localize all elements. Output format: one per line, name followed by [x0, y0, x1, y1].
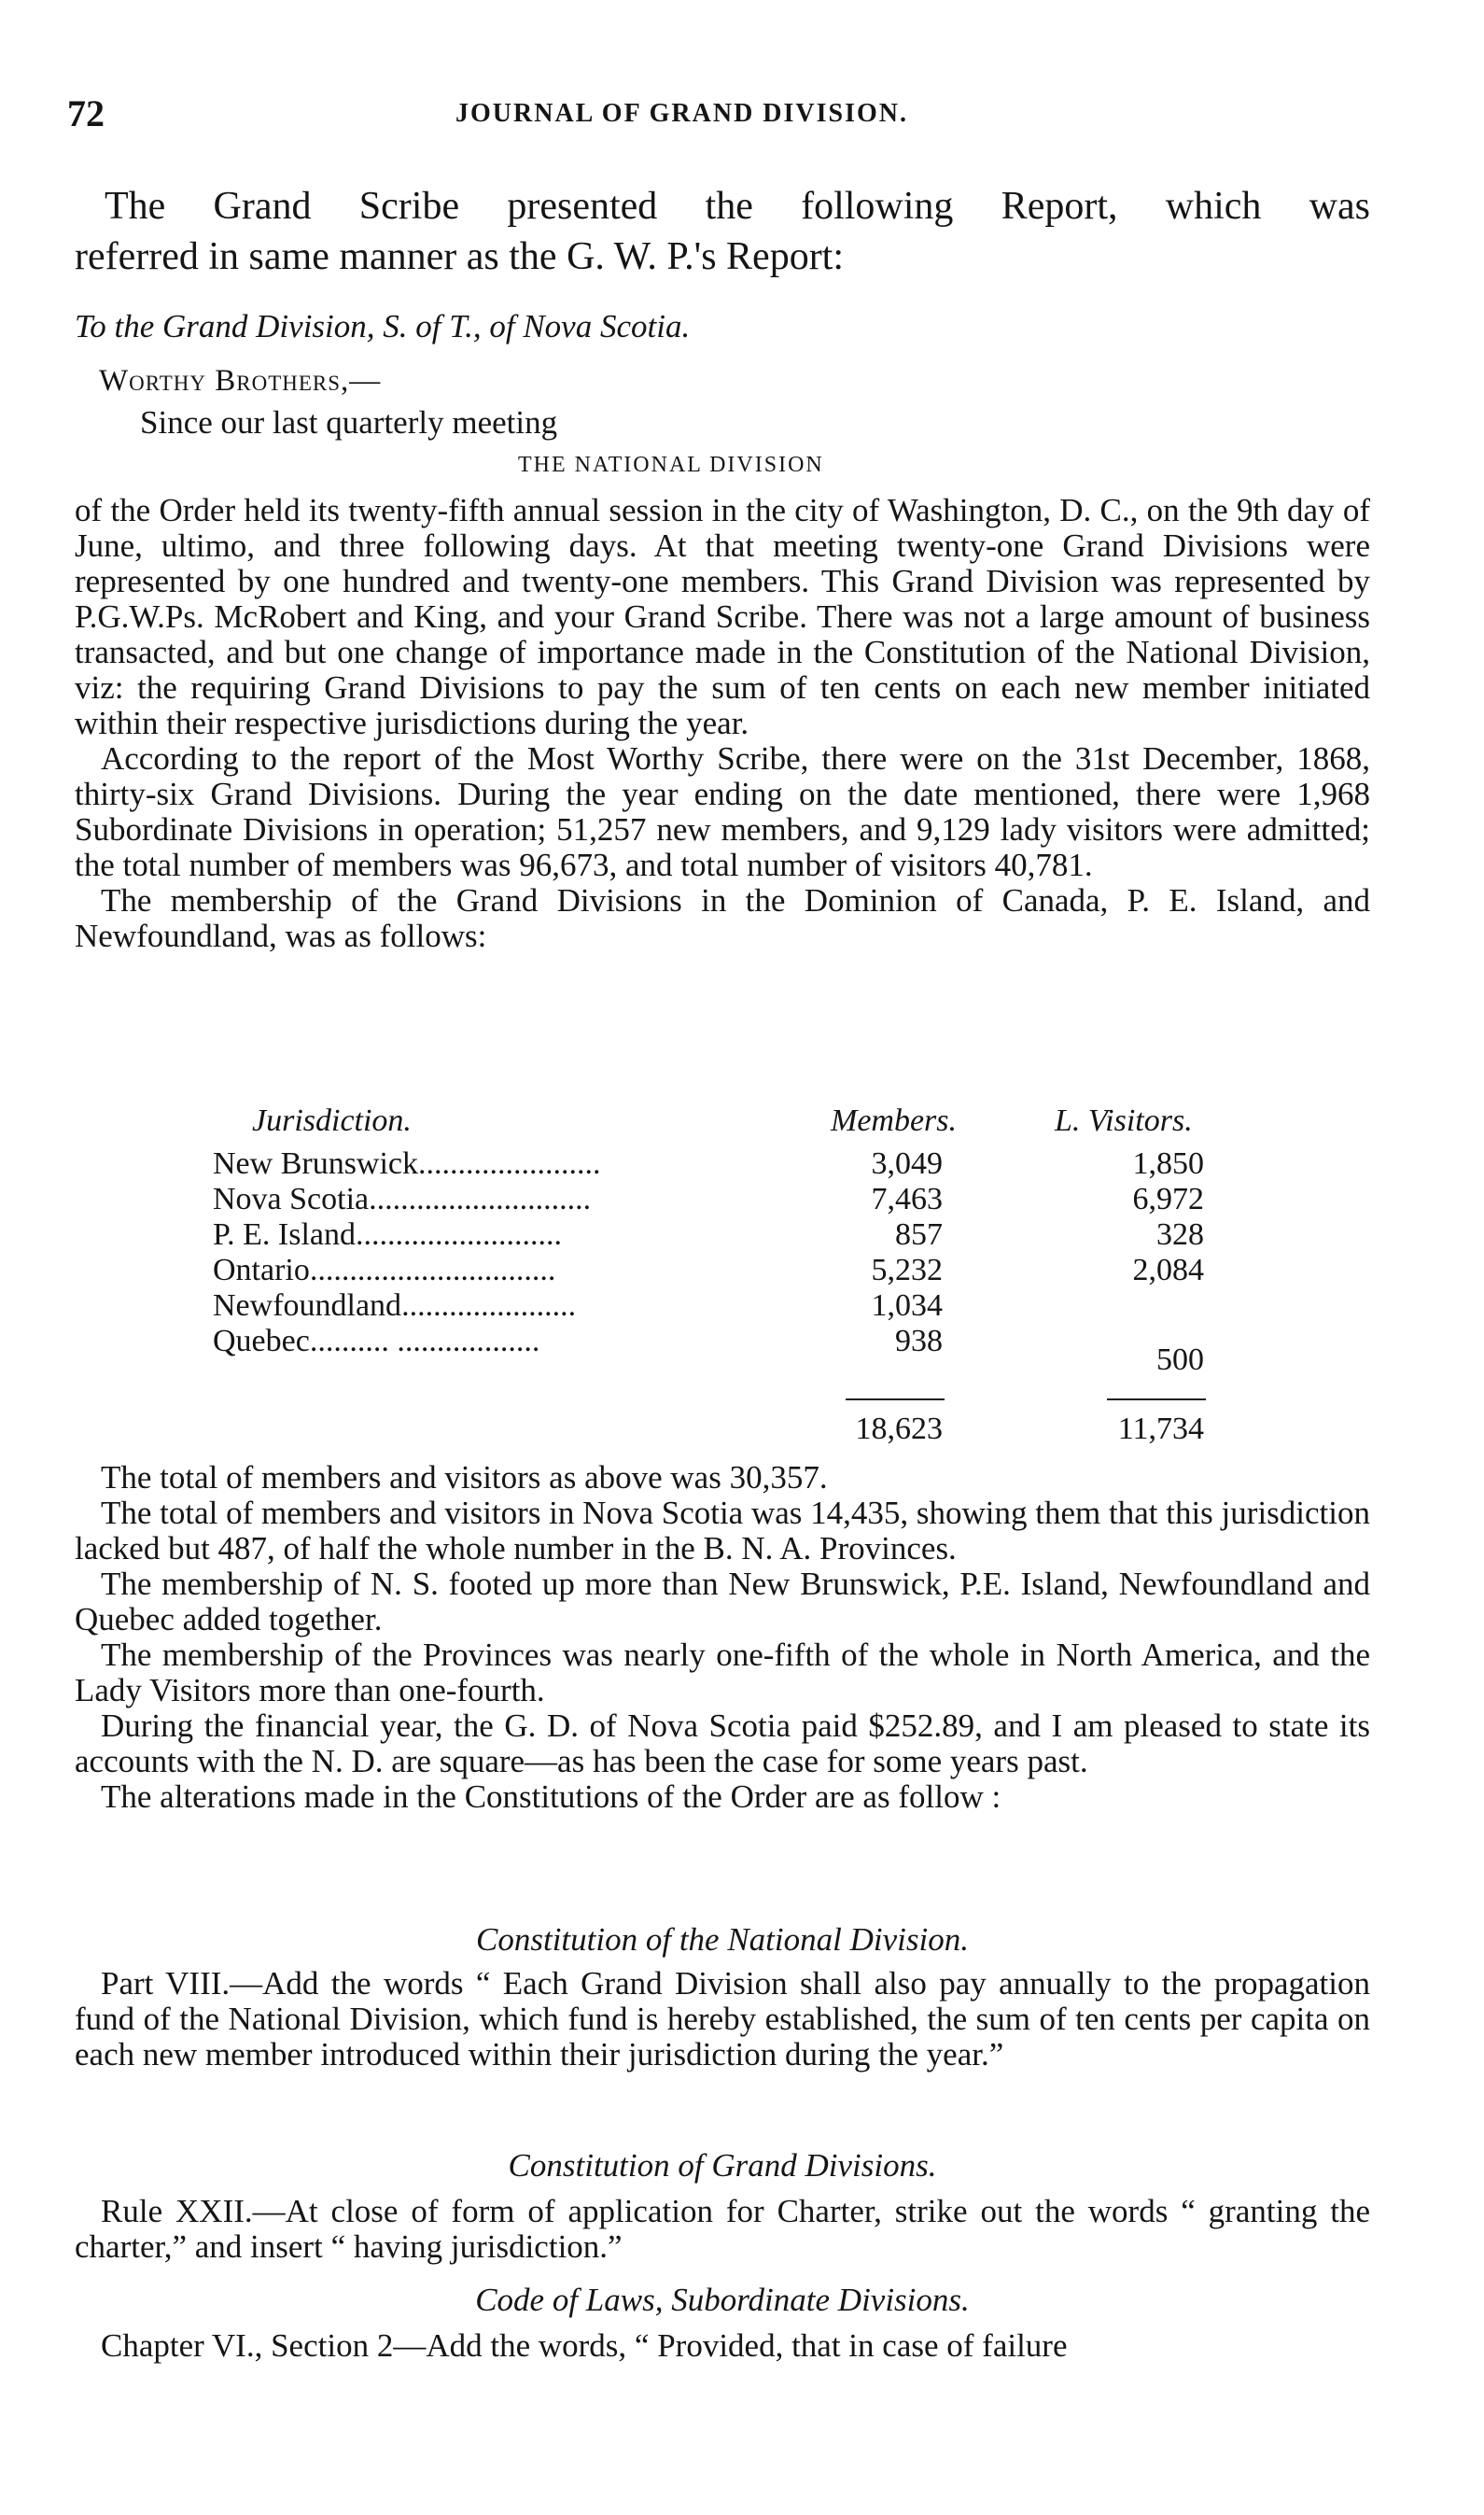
row-members: 857: [895, 1217, 943, 1252]
page-number: 72: [67, 92, 105, 134]
intro-line-1: The Grand Scribe presented the following Report, which was: [105, 185, 1370, 228]
amendment-part-viii-block: [75, 1966, 1370, 2072]
row-visitors: 6,972: [1132, 1182, 1204, 1216]
row-jurisdiction: P. E. Island: [213, 1217, 356, 1252]
paragraph-membership-intro: The membership of the Grand Divisions in the Dominion of Canada, P. E. Island, and Newfoundland, was as follows:: [75, 882, 1370, 954]
paragraph-financial-year: During the financial year, the G. D. of Nova Scotia paid $252.89, and I am pleased to state its accounts with the N. D. are square—as has been the case for some years past.: [75, 1707, 1370, 1779]
amendment-chapter-vi-block: [75, 2328, 1370, 2364]
table-header-members: Members.: [831, 1103, 958, 1138]
row-jurisdiction: Newfoundland: [213, 1288, 402, 1323]
table-header-jurisdiction: Jurisdiction.: [252, 1103, 412, 1138]
row-members: 938: [895, 1324, 943, 1358]
table-row: [213, 1324, 866, 1359]
body-block-2: [75, 1460, 1370, 1815]
subhead-code-of-laws: Code of Laws, Subordinate Divisions.: [475, 2282, 970, 2318]
row-visitors: 500: [1156, 1342, 1204, 1377]
dot-leader: ............................: [369, 1182, 592, 1216]
body-block-1: [75, 493, 1370, 954]
table-row: [213, 1253, 866, 1288]
dot-leader: ..........................: [356, 1217, 562, 1252]
table-row: [213, 1146, 866, 1182]
members-total-rule: [846, 1398, 945, 1400]
paragraph-alterations: The alterations made in the Constitutions of the Order are as follow :: [101, 1778, 1001, 1815]
table-row: [213, 1182, 866, 1217]
table-row: [213, 1217, 866, 1253]
row-members: 7,463: [871, 1182, 943, 1216]
row-members: 1,034: [871, 1288, 943, 1323]
row-jurisdiction: New Brunswick: [213, 1146, 419, 1181]
paragraph-national-division: of the Order held its twenty-fifth annual session in the city of Washington, D. C., on the 9th day of June, ultimo, and three following days. At that meeting twenty-one Grand Divisions were represented by one hundred and twenty-one members. This Grand Division was represented by P.G.W.Ps. McRobert and King, and your Grand Scribe. There was not a large amount of business transacted, and but one change of importance made in the Constitution of the National Division, viz: the requiring Grand Divisions to pay the sum of ten cents on each new member initiated within their respective jurisdictions during the year.: [75, 492, 1370, 741]
subhead-national-constitution: Constitution of the National Division.: [476, 1921, 969, 1958]
section-heading: THE NATIONAL DIVISION: [518, 453, 824, 477]
paragraph-ns-membership: The membership of N. S. footed up more than New Brunswick, P.E. Island, Newfoundland and Quebec added together.: [75, 1566, 1370, 1637]
amendment-chapter-vi: Chapter VI., Section 2—Add the words, “ Provided, that in case of failure: [101, 2327, 1068, 2364]
visitors-total: 11,734: [1117, 1412, 1204, 1446]
paragraph-worthy-scribe-report: According to the report of the Most Worthy Scribe, there were on the 31st December, 1868, thirty-six Grand Divisions. During the year ending on the date mentioned, there were 1,968 Subordinate Divisions in operation; 51,257 new members, and 9,129 lady visitors were admitted; the total number of members was 96,673, and total number of visitors 40,781.: [75, 740, 1370, 883]
address-line: To the Grand Division, S. of T., of Nova Scotia.: [75, 308, 691, 344]
members-total: 18,623: [855, 1412, 943, 1446]
row-members: 5,232: [871, 1253, 943, 1287]
paragraph-provinces-fraction: The membership of the Provinces was nearly one-fifth of the whole in North America, and the Lady Visitors more than one-fourth.: [75, 1637, 1370, 1708]
dot-leader: .......................: [418, 1146, 601, 1181]
row-jurisdiction: Quebec: [213, 1324, 310, 1358]
subhead-grand-constitution: Constitution of Grand Divisions.: [508, 2147, 937, 2184]
row-visitors: 1,850: [1132, 1146, 1204, 1181]
dot-leader: ...............................: [309, 1253, 556, 1287]
amendment-rule-xxii-block: [75, 2194, 1370, 2265]
intro-line-2: referred in same manner as the G. W. P.'s Report:: [75, 235, 845, 278]
row-visitors: 2,084: [1132, 1253, 1204, 1287]
row-jurisdiction: Ontario: [213, 1253, 310, 1287]
dot-leader: ......................: [401, 1288, 577, 1323]
opening-line: Since our last quarterly meeting: [140, 404, 558, 441]
visitors-total-rule: [1107, 1398, 1206, 1400]
row-members: 3,049: [871, 1146, 943, 1181]
paragraph-total-members: The total of members and visitors as above was 30,357.: [101, 1459, 828, 1496]
dot-leader: .......... ..................: [309, 1324, 540, 1358]
table-row: [213, 1288, 866, 1324]
row-visitors: 328: [1156, 1217, 1204, 1252]
amendment-part-viii: Part VIII.—Add the words “ Each Grand Division shall also pay annually to the propagation fund of the National Division, which fund is hereby established, the sum of ten cents per capita on each new member introduced within their jurisdiction during the year.”: [75, 1965, 1370, 2072]
salutation: Worthy Brothers,—: [99, 364, 382, 398]
amendment-rule-xxii: Rule XXII.—At close of form of application for Charter, strike out the words “ granting the charter,” and insert “ having jurisdiction.”: [75, 2193, 1370, 2265]
paragraph-nova-scotia-total: The total of members and visitors in Nova Scotia was 14,435, showing them that this jurisdiction lacked but 487, of half the whole number in the B. N. A. Provinces.: [75, 1495, 1370, 1567]
running-title: JOURNAL OF GRAND DIVISION.: [455, 99, 909, 128]
table-header-visitors: L. Visitors.: [1055, 1103, 1193, 1138]
row-jurisdiction: Nova Scotia: [213, 1182, 370, 1216]
